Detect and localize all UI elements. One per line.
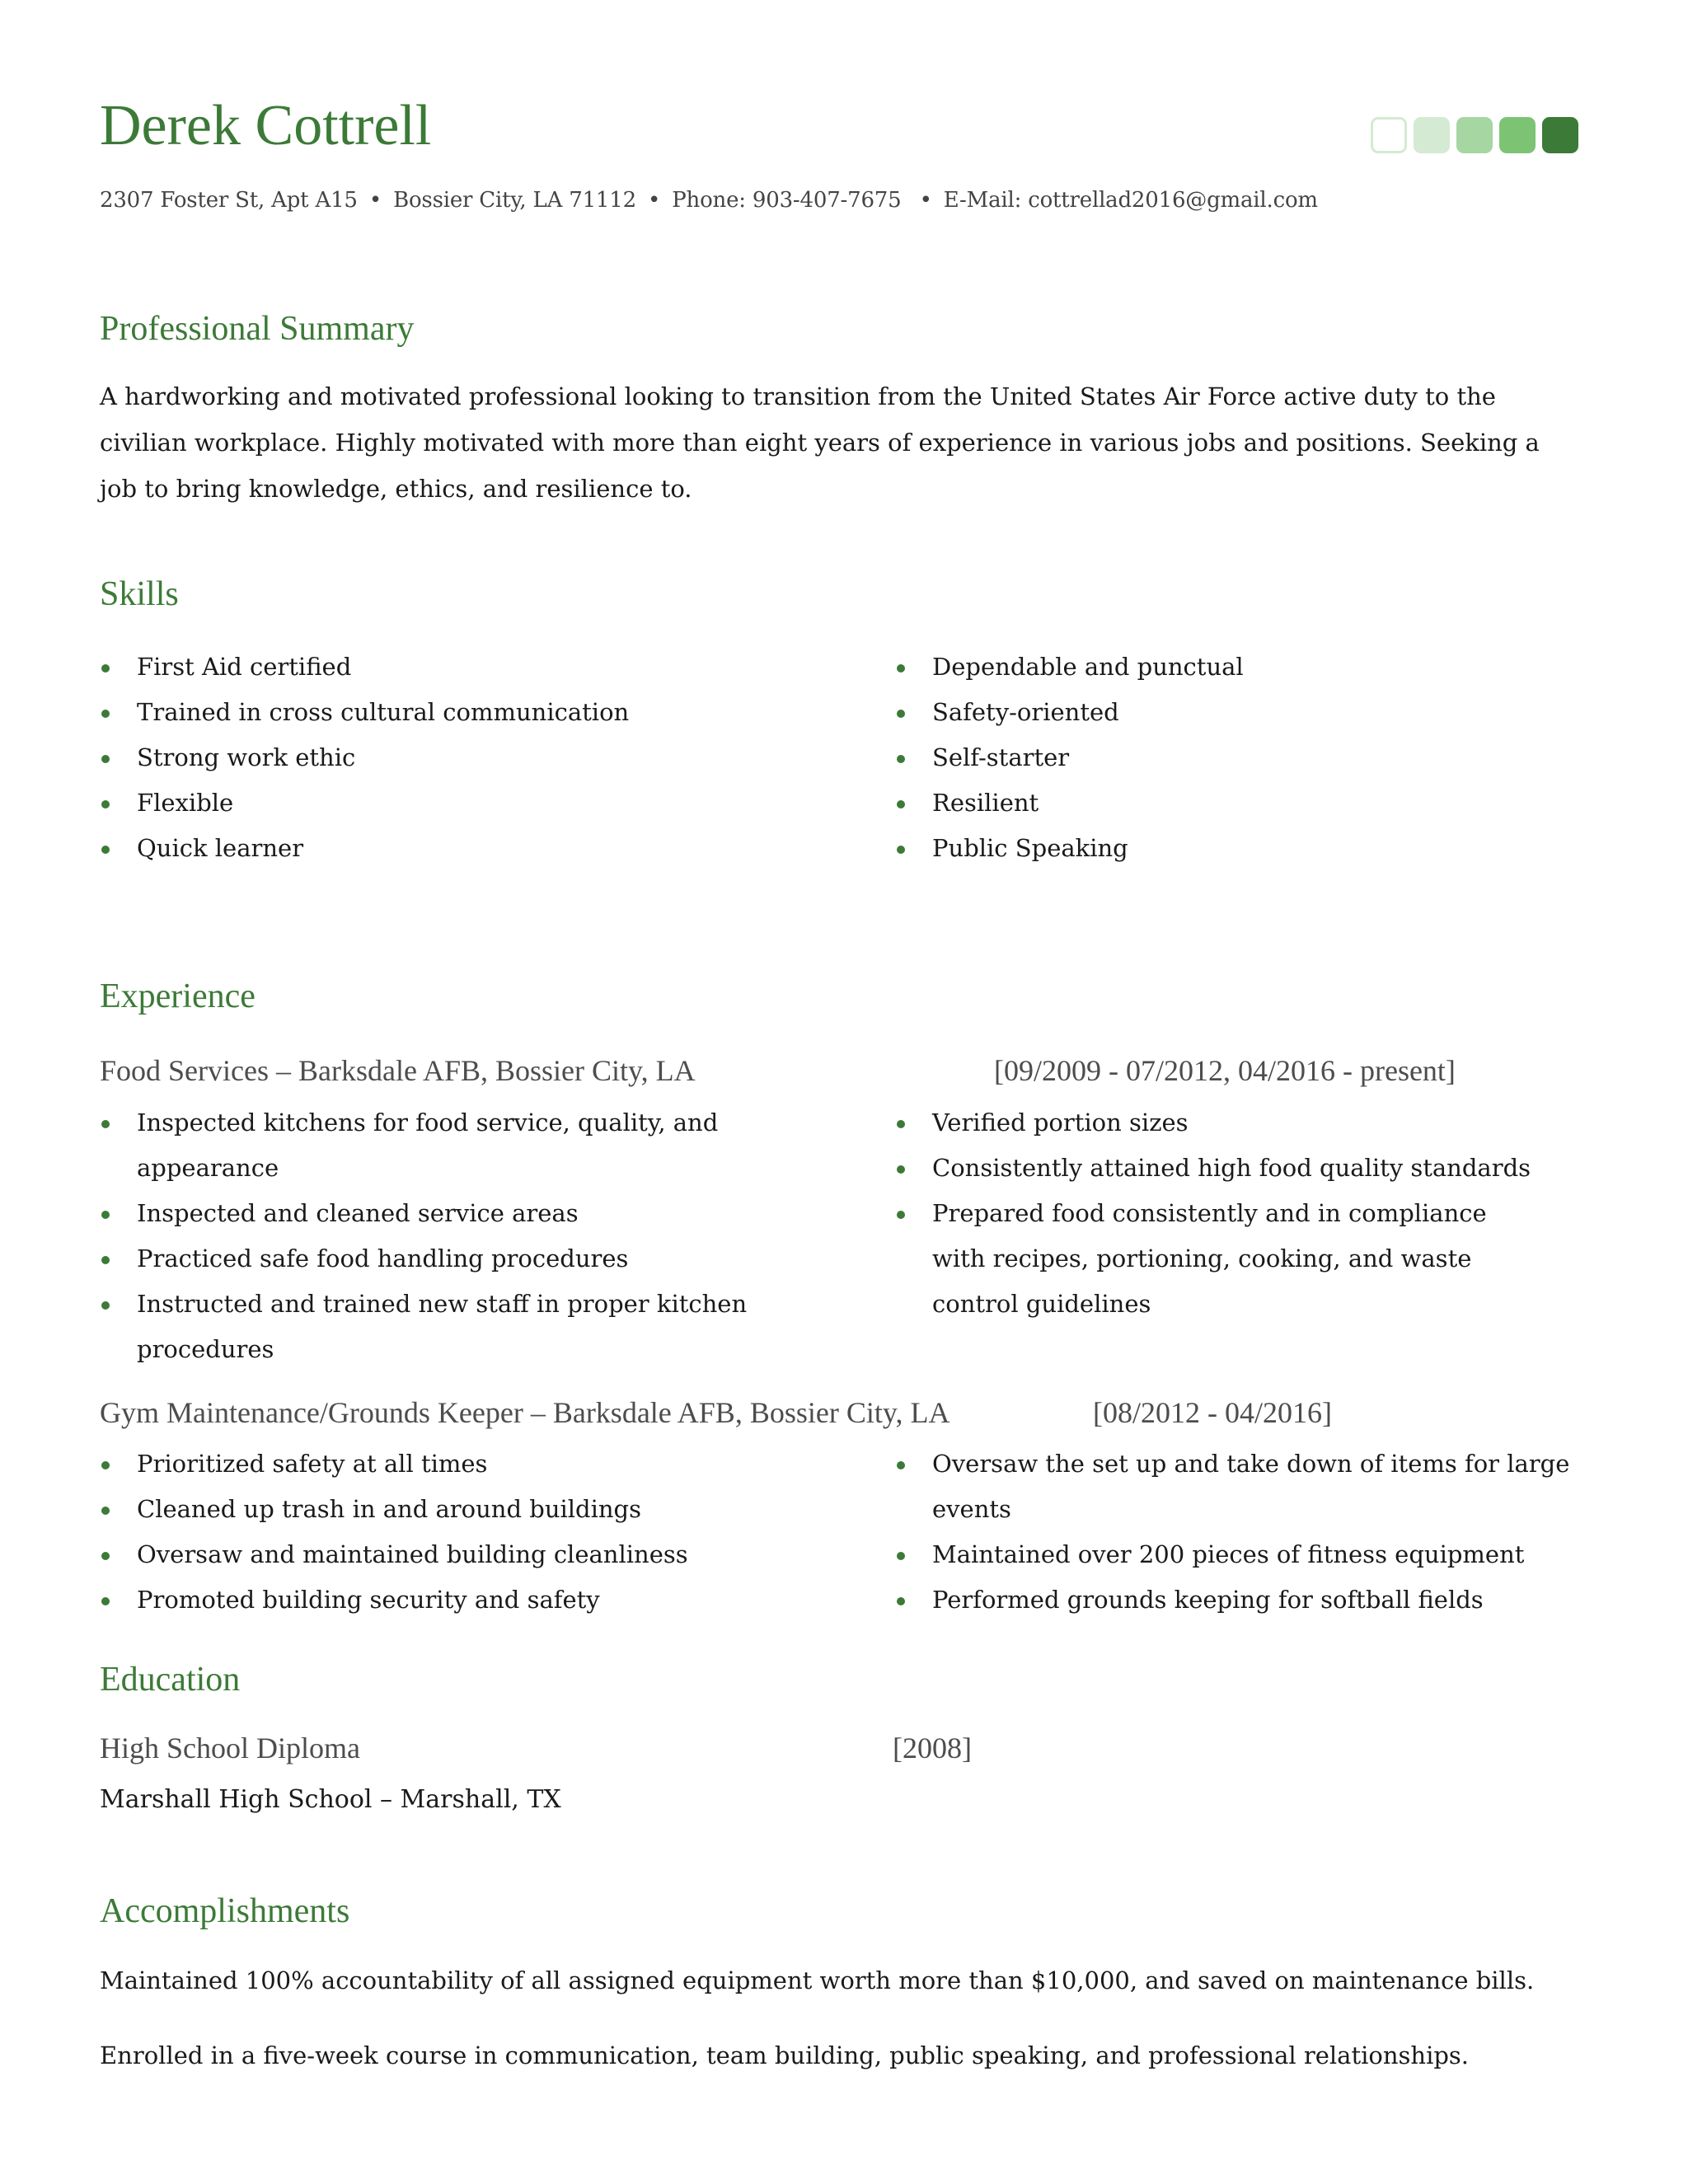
job-dates: [08/2012 - 04/2016] <box>1093 1396 1332 1429</box>
job-title: Food Services – Barksdale AFB, Bossier City, LA <box>100 1054 696 1087</box>
candidate-name: Derek Cottrell <box>100 94 432 157</box>
color-palette-decoration <box>1371 117 1578 153</box>
contact-separator: • <box>919 188 932 213</box>
school-name: Marshall High School – Marshall, TX <box>100 1785 561 1814</box>
palette-square <box>1414 117 1450 153</box>
list-item: Trained in cross cultural communication <box>100 690 842 735</box>
experience-heading: Experience <box>100 977 256 1015</box>
skills-list-right <box>895 644 1587 871</box>
contact-phone: Phone: 903-407-7675 <box>672 188 902 213</box>
list-item: Prepared food consistently and in compliance with recipes, portioning, cooking, and waste control guidelines <box>895 1191 1546 1327</box>
accomplishments-heading: Accomplishments <box>100 1892 350 1930</box>
list-item: Public Speaking <box>895 826 1587 871</box>
skills-list-left <box>100 644 842 871</box>
list-item: Inspected and cleaned service areas <box>100 1191 776 1236</box>
degree-year: [2008] <box>893 1732 972 1765</box>
job-duties-left <box>100 1441 842 1623</box>
list-item: Practiced safe food handling procedures <box>100 1236 776 1282</box>
job-duties-right <box>895 1441 1587 1623</box>
degree-title: High School Diploma <box>100 1732 360 1765</box>
list-item: Safety-oriented <box>895 690 1587 735</box>
skills-heading: Skills <box>100 575 179 613</box>
list-item: Quick learner <box>100 826 842 871</box>
job-duties-left <box>100 1100 776 1372</box>
contact-line <box>100 188 1318 213</box>
list-item: Oversaw the set up and take down of items for large events <box>895 1441 1587 1532</box>
summary-text: A hardworking and motivated professional looking to transition from the United States Air Force active duty to the civilian workplace. Highly motivated with more than eight years of experience in various jobs and positions. Seeking a job to bring knowledge, ethics, and resilience to. <box>100 382 1540 503</box>
palette-square <box>1542 117 1578 153</box>
list-item: Instructed and trained new staff in proper kitchen procedures <box>100 1282 776 1372</box>
list-item: Performed grounds keeping for softball fields <box>895 1577 1587 1623</box>
job-duties-right <box>895 1100 1546 1327</box>
list-item: Flexible <box>100 780 842 826</box>
palette-square <box>1456 117 1493 153</box>
palette-square <box>1371 117 1407 153</box>
contact-separator: • <box>648 188 661 213</box>
job-dates: [09/2009 - 07/2012, 04/2016 - present] <box>994 1054 1456 1087</box>
accomplishment-item: Maintained 100% accountability of all assigned equipment worth more than $10,000, and saved on maintenance bills. <box>100 1966 1535 1994</box>
list-item: Dependable and punctual <box>895 644 1587 690</box>
list-item: Inspected kitchens for food service, quality, and appearance <box>100 1100 776 1191</box>
contact-city: Bossier City, LA 71112 <box>393 188 636 213</box>
list-item: Verified portion sizes <box>895 1100 1546 1146</box>
list-item: Oversaw and maintained building cleanliness <box>100 1532 842 1577</box>
job-title: Gym Maintenance/Grounds Keeper – Barksdale AFB, Bossier City, LA <box>100 1396 950 1429</box>
contact-address: 2307 Foster St, Apt A15 <box>100 188 358 213</box>
summary-heading: Professional Summary <box>100 310 415 348</box>
education-heading: Education <box>100 1661 241 1699</box>
contact-email: E-Mail: cottrellad2016@gmail.com <box>943 188 1318 213</box>
list-item: Cleaned up trash in and around buildings <box>100 1487 842 1532</box>
list-item: Strong work ethic <box>100 735 842 780</box>
list-item: First Aid certified <box>100 644 842 690</box>
palette-square <box>1499 117 1536 153</box>
contact-separator: • <box>368 188 382 213</box>
list-item: Promoted building security and safety <box>100 1577 842 1623</box>
list-item: Self-starter <box>895 735 1587 780</box>
list-item: Resilient <box>895 780 1587 826</box>
list-item: Consistently attained high food quality standards <box>895 1146 1546 1191</box>
list-item: Maintained over 200 pieces of fitness equipment <box>895 1532 1587 1577</box>
list-item: Prioritized safety at all times <box>100 1441 842 1487</box>
accomplishment-item: Enrolled in a five-week course in communication, team building, public speaking, and professional relationships. <box>100 2041 1470 2069</box>
